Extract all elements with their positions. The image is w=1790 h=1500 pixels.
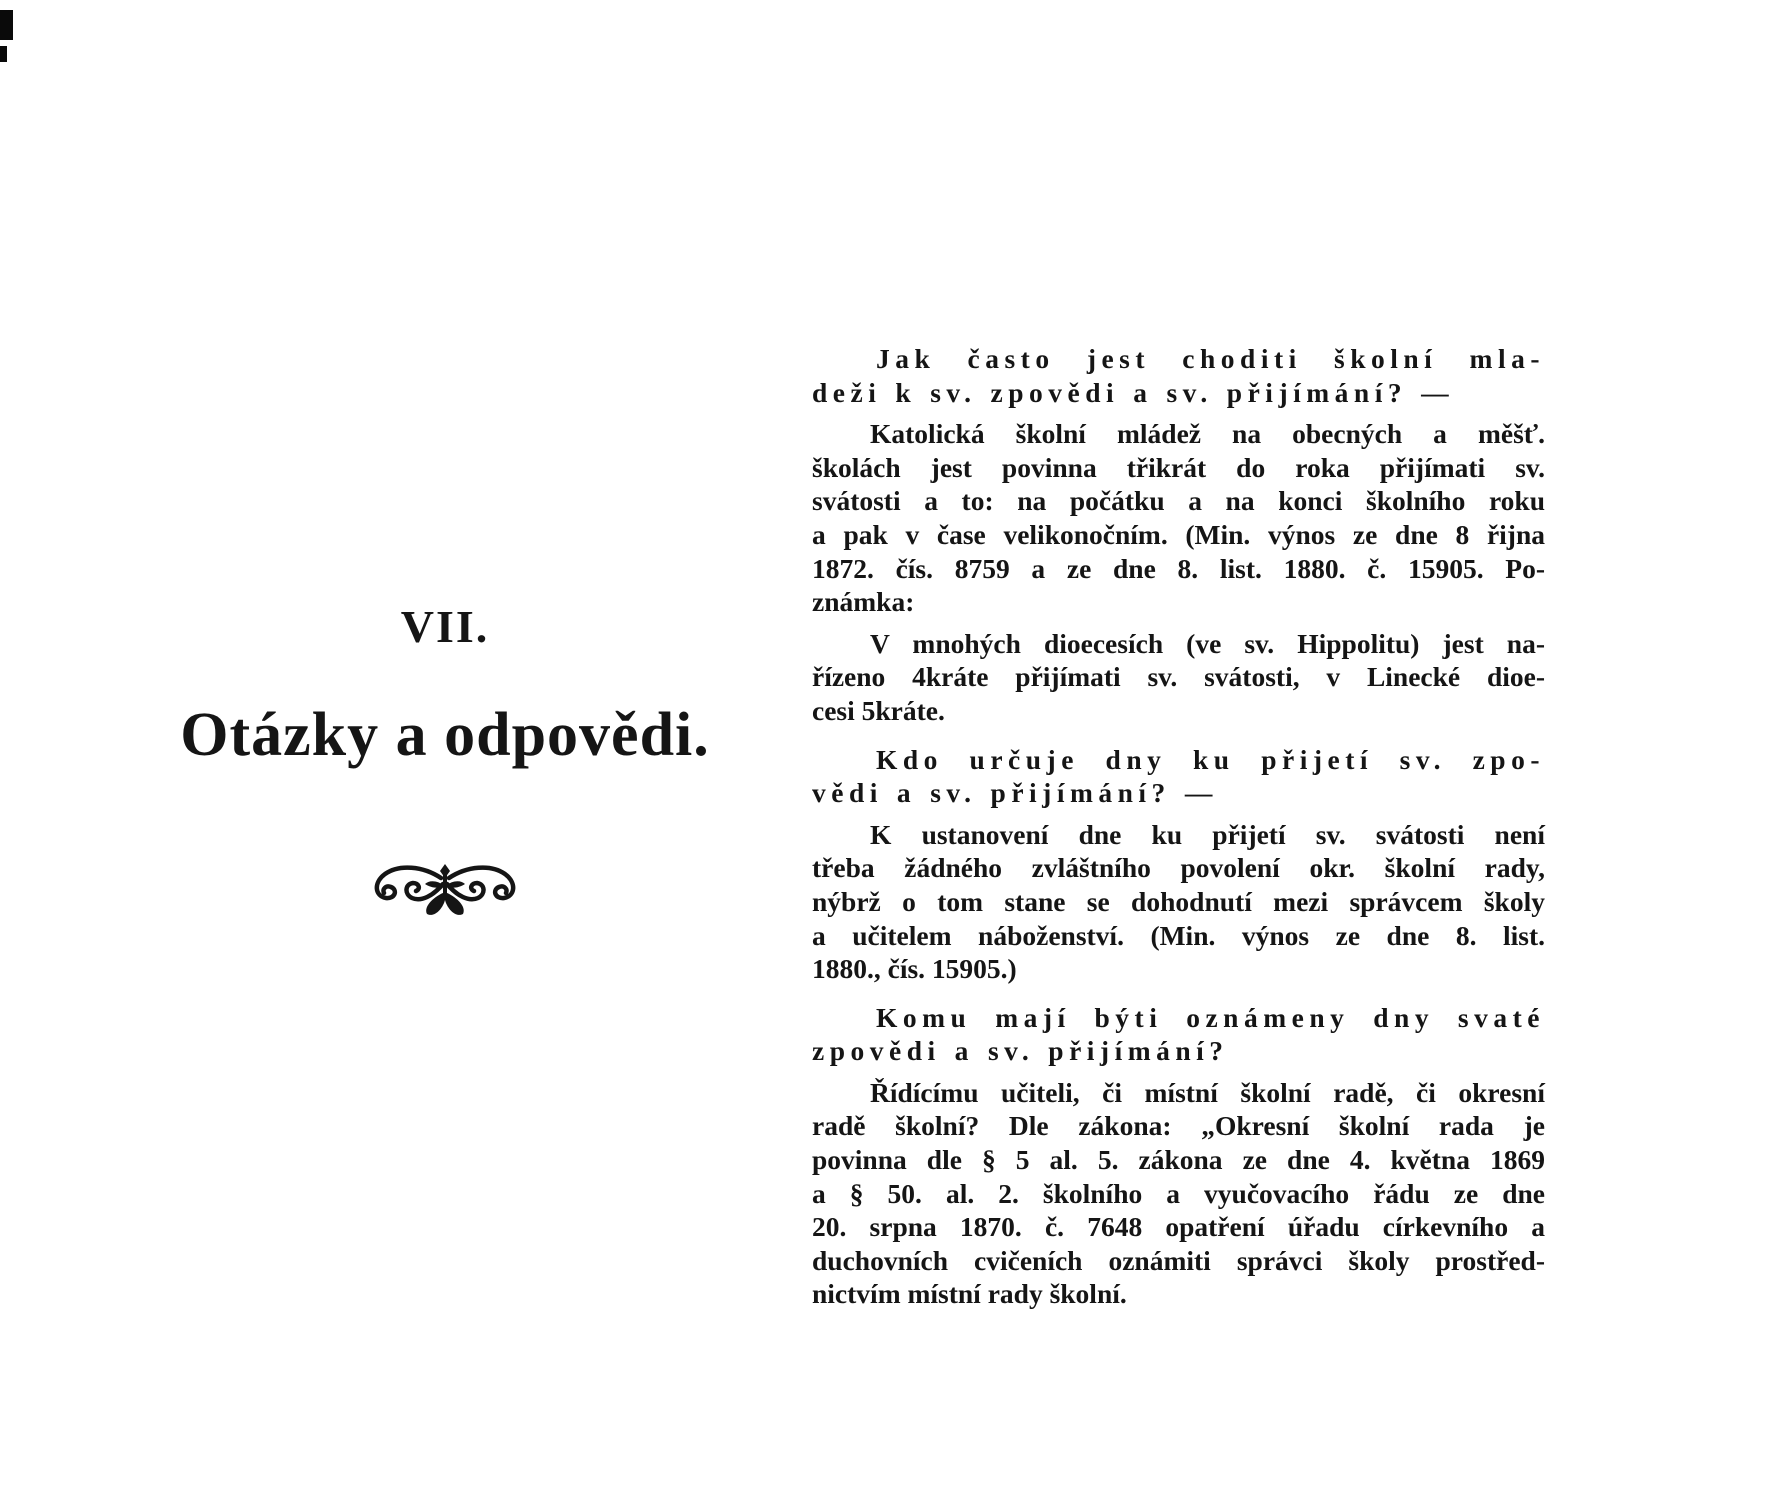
text-line: a učitelem náboženství. (Min. výnos ze dne 8. list. <box>812 919 1545 951</box>
text-line: V mnohých dioecesích (ve sv. Hippolitu) jest na- <box>870 627 1545 659</box>
text-line: Kdo určuje dny ku přijetí sv. zpo- <box>876 743 1545 775</box>
text-line: školách jest povinna třikrát do roka přijímati sv. <box>812 451 1545 483</box>
text-line: a § 50. al. 2. školního a vyučovacího řádu ze dne <box>812 1177 1545 1209</box>
text-line: Komu mají býti oznámeny dny svaté <box>876 1001 1545 1033</box>
scan-artifact <box>0 46 7 62</box>
text-line: třeba žádného zvláštního povolení okr. školní rady, <box>812 852 1545 884</box>
text-line: duchovních cvičeních oznámiti správci školy prostřed- <box>812 1244 1545 1276</box>
paragraph-question <box>812 342 1545 409</box>
text-line: svátosti a to: na počátku a na konci školního roku <box>812 485 1545 517</box>
paragraph-answer <box>812 417 1545 619</box>
text-line: povinna dle § 5 al. 5. zákona ze dne 4. května 1869 <box>812 1144 1545 1176</box>
text-line: Katolická školní mládež na obecných a měšť. <box>870 418 1545 450</box>
paragraph-question <box>812 743 1545 810</box>
paragraph-note <box>812 627 1545 728</box>
paragraph-answer <box>812 1076 1545 1311</box>
text-line: cesi 5kráte. <box>812 694 945 726</box>
text-line: K ustanovení dne ku přijetí sv. svátosti není <box>870 818 1545 850</box>
text-line: 1880., čís. 15905.) <box>812 953 1017 985</box>
text-line: 1872. čís. 8759 a ze dne 8. list. 1880. č. 15905. Po- <box>812 552 1545 584</box>
text-line: řízeno 4kráte přijímati sv. svátosti, v Linecké dioe- <box>812 661 1545 693</box>
scan-artifact <box>0 10 13 40</box>
right-page <box>812 342 1545 1311</box>
chapter-number: VII. <box>400 601 490 652</box>
text-line: Řídícímu učiteli, či místní školní radě, či okresní <box>870 1076 1545 1108</box>
text-line: deži k sv. zpovědi a sv. přijímání? — <box>812 376 1455 408</box>
ornament-container <box>105 862 785 923</box>
text-line: nýbrž o tom stane se dohodnutí mezi správcem školy <box>812 885 1545 917</box>
text-line: Jak často jest choditi školní mla- <box>876 343 1545 374</box>
chapter-title: Otázky a odpovědi. <box>180 701 710 769</box>
text-line: nictvím místní rady školní. <box>812 1278 1127 1310</box>
text-line: zpovědi a sv. přijímání? <box>812 1035 1229 1067</box>
text-line: 20. srpna 1870. č. 7648 opatření úřadu církevního a <box>812 1211 1545 1243</box>
paragraph-answer <box>812 818 1545 986</box>
text-line: a pak v čase velikonočním. (Min. výnos ze dne 8 řijna <box>812 518 1545 550</box>
paragraph-question <box>812 1001 1545 1068</box>
text-line: známka: <box>812 586 915 618</box>
floral-ornament-icon <box>365 862 525 918</box>
text-line: radě školní? Dle zákona: „Okresní školní rada je <box>812 1110 1545 1142</box>
text-line: vědi a sv. přijímání? — <box>812 777 1218 809</box>
